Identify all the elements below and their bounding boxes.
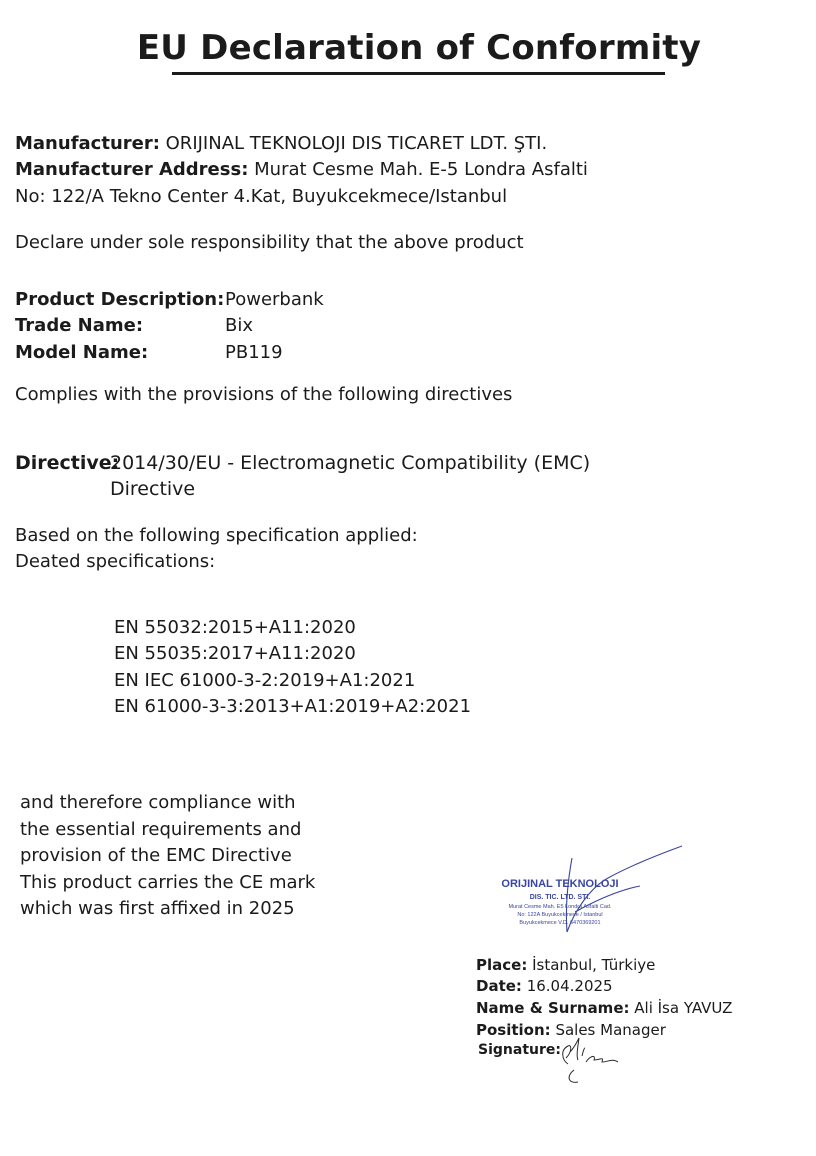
model-name-row [15, 340, 283, 366]
trade-name-row [15, 313, 253, 339]
trade-name-label: Trade Name: [15, 315, 144, 336]
position-label: Position: [476, 1021, 551, 1039]
manufacturer-address-line [15, 157, 588, 183]
place-line [476, 955, 655, 977]
signature-label: Signature: [478, 1042, 561, 1058]
position-value: Sales Manager [550, 1021, 666, 1039]
model-name-label: Model Name: [15, 342, 149, 363]
specs-intro-line1: Based on the following specification applied: [15, 525, 418, 546]
specification-item: EN 55032:2015+A11:2020 [114, 617, 356, 638]
stamp-tax: Buyukcekmece V.D. 6470369201 [519, 920, 601, 926]
compliance-line: which was first affixed in 2025 [20, 898, 295, 919]
manufacturer-address-value: Murat Cesme Mah. E-5 Londra Asfalti [248, 159, 588, 180]
manufacturer-value: ORIJINAL TEKNOLOJI DIS TICARET LDT. ŞTI. [159, 133, 548, 154]
page-title: EU Declaration of Conformity [136, 28, 702, 68]
manufacturer-line [15, 131, 547, 157]
directive-line1: 2014/30/EU - Electromagnetic Compatibility (EMC) [110, 452, 591, 474]
compliance-statement [20, 790, 350, 923]
name-label: Name & Surname: [476, 999, 630, 1017]
place-value: İstanbul, Türkiye [527, 956, 656, 974]
model-name-value: PB119 [225, 342, 283, 363]
trade-name-value: Bix [225, 315, 254, 336]
compliance-line: and therefore compliance with [20, 792, 296, 813]
directive-line2: Directive [110, 478, 196, 500]
manufacturer-address-line2: No: 122/A Tekno Center 4.Kat, Buyukcekmece/Istanbul [15, 186, 508, 207]
name-value: Ali İsa YAVUZ [629, 999, 733, 1017]
place-label: Place: [476, 956, 528, 974]
manufacturer-address-label: Manufacturer Address: [15, 159, 249, 180]
compliance-line: This product carries the CE mark [20, 871, 316, 893]
directive-label: Directive: [15, 452, 120, 474]
specification-item: EN 55035:2017+A11:2020 [114, 643, 356, 664]
complies-text: Complies with the provisions of the following directives [15, 384, 513, 405]
compliance-line: the essential requirements and [20, 818, 302, 840]
signature-line [478, 1040, 561, 1062]
stamp-address2: No: 122A Buyukcekmece / Istanbul [517, 912, 603, 918]
stamp-company: ORIJINAL TEKNOLOJI [501, 878, 619, 890]
date-label: Date: [476, 977, 522, 995]
product-description-value: Powerbank [225, 289, 324, 310]
date-value: 16.04.2025 [521, 977, 613, 995]
specification-item: EN IEC 61000-3-2:2019+A1:2021 [114, 670, 416, 691]
specification-item: EN 61000-3-3:2013+A1:2019+A2:2021 [114, 696, 472, 717]
specs-intro-line2: Deated specifications: [15, 551, 216, 572]
compliance-line: provision of the EMC Directive [20, 845, 292, 866]
title-underline [172, 72, 665, 75]
product-description-label: Product Description: [15, 289, 225, 310]
stamp-address1: Murat Cesme Mah. E5 Londra Asfalti Cad. [508, 904, 612, 910]
product-description-row [15, 287, 324, 313]
name-line [476, 998, 732, 1020]
date-line [476, 976, 613, 998]
manufacturer-label: Manufacturer: [15, 133, 160, 154]
stamp-type: DIS. TIC. LTD. STI. [529, 894, 591, 901]
handwritten-signature [556, 1030, 626, 1090]
declaration-text: Declare under sole responsibility that the above product [15, 232, 524, 253]
company-stamp [480, 840, 695, 945]
